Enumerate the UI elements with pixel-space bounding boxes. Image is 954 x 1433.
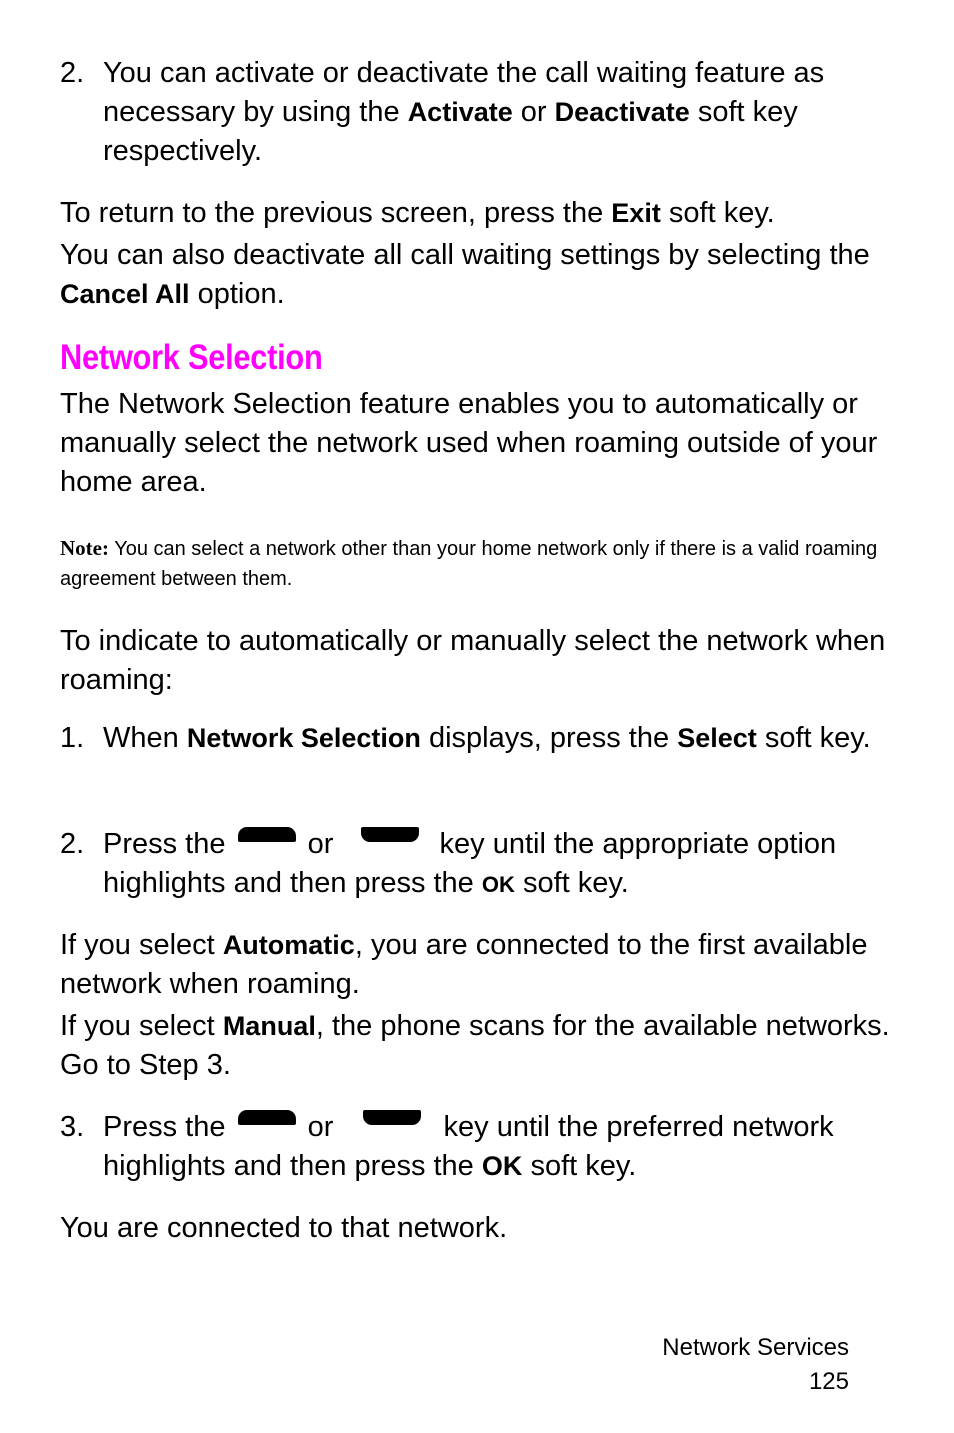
step-text: displays, press the xyxy=(428,722,670,754)
network-selection-label: Network Selection xyxy=(186,723,421,753)
manual-paragraph xyxy=(60,1007,900,1085)
step-text: soft key. xyxy=(522,867,629,899)
automatic-option-label: Automatic xyxy=(222,930,355,960)
up-navigation-key-icon xyxy=(238,1110,296,1125)
section-heading: Network Selection xyxy=(60,338,323,377)
paragraph-text: , the phone scans for the available networks. Go to Step 3. xyxy=(60,1010,890,1081)
down-navigation-key-icon xyxy=(363,1110,421,1125)
select-softkey-label: Select xyxy=(677,723,757,753)
paragraph-text: To return to the previous screen, press the xyxy=(60,197,604,229)
paragraph-text: , you are connected to the first available network when roaming. xyxy=(60,929,868,1000)
step-number: 3. xyxy=(60,1111,85,1143)
up-navigation-key-icon xyxy=(238,827,296,842)
step-text: or xyxy=(307,828,334,860)
step-text: soft key. xyxy=(764,722,871,754)
step-number: 2. xyxy=(60,828,85,860)
step-text: soft key respectively. xyxy=(103,96,798,167)
note xyxy=(60,533,900,594)
step-text: soft key. xyxy=(530,1150,637,1182)
network-step-1 xyxy=(60,717,900,759)
connected-paragraph: You are connected to that network. xyxy=(60,1212,508,1244)
indicate-paragraph: To indicate to automatically or manually select the network when roaming: xyxy=(60,625,886,696)
paragraph-text: If you select xyxy=(60,1010,215,1042)
ok-softkey-label: OK xyxy=(481,872,515,897)
step-text: or xyxy=(520,96,547,128)
down-navigation-key-icon xyxy=(361,827,419,842)
manual-option-label: Manual xyxy=(222,1011,316,1041)
exit-softkey-label: Exit xyxy=(611,198,661,228)
cancel-all-option-label: Cancel All xyxy=(60,279,190,309)
return-paragraph xyxy=(60,194,900,233)
deactivate-softkey-label: Deactivate xyxy=(554,97,690,127)
call-waiting-step-2 xyxy=(60,54,900,171)
step-text: When xyxy=(103,722,179,754)
cancel-all-paragraph xyxy=(60,236,900,314)
step-text: key until the appropriate option highlights and then press the xyxy=(103,828,837,899)
paragraph-text: option. xyxy=(197,278,285,310)
step-text: key until the preferred network highlights and then press the xyxy=(103,1111,834,1182)
network-step-2 xyxy=(60,825,900,904)
step-text: Press the xyxy=(103,1111,226,1143)
paragraph-text: If you select xyxy=(60,929,215,961)
ok-softkey-label: OK xyxy=(481,1151,523,1181)
paragraph-text: soft key. xyxy=(668,197,775,229)
automatic-paragraph xyxy=(60,926,900,1004)
step-number: 2. xyxy=(60,57,85,89)
note-text: You can select a network other than your home network only if there is a valid roaming agreement between them. xyxy=(60,538,878,590)
note-label: Note: xyxy=(60,536,109,560)
step-text: You can activate or deactivate the call waiting feature as necessary by using the xyxy=(103,57,825,128)
step-text: or xyxy=(307,1111,334,1143)
footer-section-name: Network Services xyxy=(662,1334,849,1361)
activate-softkey-label: Activate xyxy=(407,97,513,127)
footer-page-number: 125 xyxy=(808,1368,849,1395)
paragraph-text: You can also deactivate all call waiting settings by selecting the xyxy=(60,239,870,271)
intro-paragraph: The Network Selection feature enables you to automatically or manually select the network used when roaming outside of your home area. xyxy=(60,388,878,498)
network-step-3 xyxy=(60,1108,900,1186)
step-text: Press the xyxy=(103,828,226,860)
step-number: 1. xyxy=(60,722,85,754)
